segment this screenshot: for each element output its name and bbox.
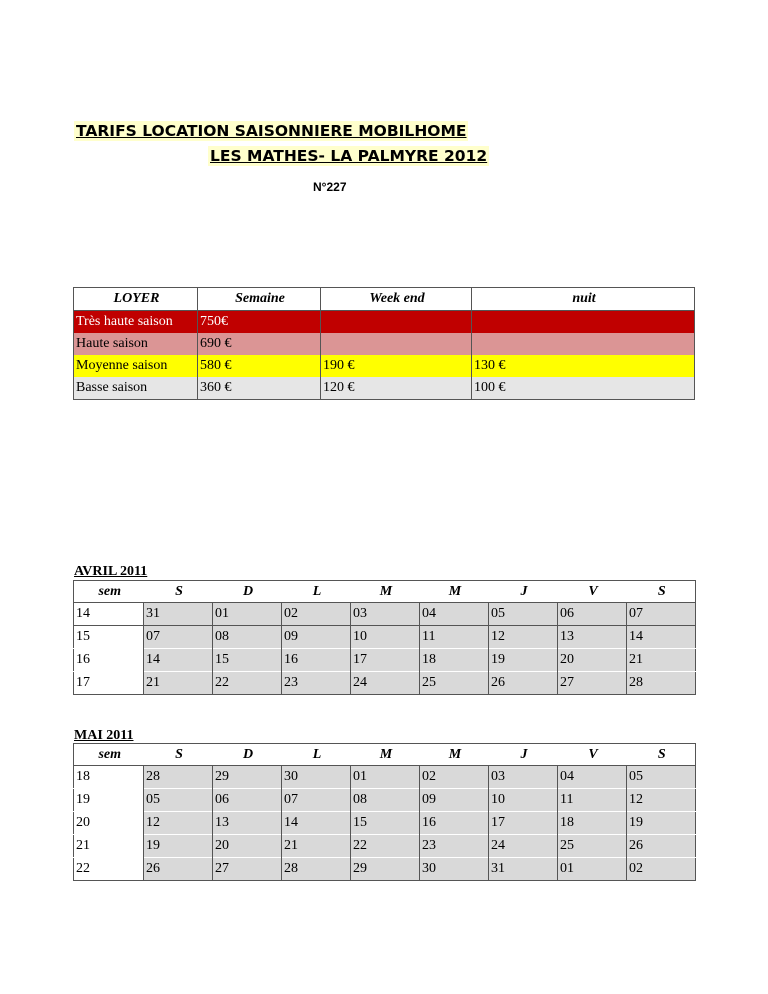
day-cell: 25 (558, 835, 627, 858)
day-cell: 26 (489, 672, 558, 695)
day-header: S (144, 744, 213, 766)
day-cell: 24 (489, 835, 558, 858)
day-cell: 26 (144, 858, 213, 881)
season-label: Basse saison (74, 377, 198, 400)
day-cell: 20 (558, 649, 627, 672)
season-label: Très haute saison (74, 311, 198, 334)
rent-table (73, 287, 695, 400)
day-cell: 29 (213, 766, 282, 789)
week-price: 750€ (198, 311, 321, 334)
day-cell: 05 (489, 603, 558, 626)
day-cell: 05 (144, 789, 213, 812)
day-cell: 31 (489, 858, 558, 881)
day-cell: 18 (420, 649, 489, 672)
calendar-week-row (74, 603, 696, 626)
day-cell: 15 (351, 812, 420, 835)
day-cell: 10 (489, 789, 558, 812)
day-cell: 02 (420, 766, 489, 789)
calendar-avril (73, 580, 696, 695)
day-header: M (351, 581, 420, 603)
day-cell: 21 (282, 835, 351, 858)
day-cell: 22 (213, 672, 282, 695)
day-header: V (558, 581, 627, 603)
day-header: J (489, 744, 558, 766)
day-cell: 03 (489, 766, 558, 789)
day-cell: 01 (351, 766, 420, 789)
day-cell: 04 (558, 766, 627, 789)
day-cell: 28 (144, 766, 213, 789)
day-cell: 16 (282, 649, 351, 672)
week-number-cell: 15 (74, 626, 144, 649)
day-cell: 27 (558, 672, 627, 695)
weekend-price: 190 € (321, 355, 472, 377)
day-cell: 12 (144, 812, 213, 835)
day-header: M (420, 581, 489, 603)
week-number-cell: 20 (74, 812, 144, 835)
day-header: M (420, 744, 489, 766)
day-cell: 28 (282, 858, 351, 881)
rent-row-haute-saison (74, 333, 695, 355)
day-cell: 26 (627, 835, 696, 858)
day-cell: 01 (558, 858, 627, 881)
night-price: 130 € (472, 355, 695, 377)
day-cell: 17 (489, 812, 558, 835)
day-cell: 30 (282, 766, 351, 789)
night-price: 100 € (472, 377, 695, 400)
day-cell: 30 (420, 858, 489, 881)
day-cell: 14 (282, 812, 351, 835)
week-number-cell: 18 (74, 766, 144, 789)
day-cell: 02 (282, 603, 351, 626)
day-cell: 01 (213, 603, 282, 626)
day-cell: 19 (627, 812, 696, 835)
weekend-price: 120 € (321, 377, 472, 400)
calendar-week-row (74, 766, 696, 789)
day-cell: 07 (282, 789, 351, 812)
day-header: S (144, 581, 213, 603)
day-cell: 11 (558, 789, 627, 812)
day-header: D (213, 581, 282, 603)
page-title: TARIFS LOCATION SAISONNIERE MOBILHOME (76, 122, 467, 140)
day-cell: 25 (420, 672, 489, 695)
week-number-header: sem (74, 744, 144, 766)
calendar-header-row (74, 581, 696, 603)
week-number-cell: 17 (74, 672, 144, 695)
day-cell: 24 (351, 672, 420, 695)
listing-number: N°227 (313, 180, 347, 194)
day-cell: 13 (213, 812, 282, 835)
calendar-week-row (74, 812, 696, 835)
day-cell: 19 (144, 835, 213, 858)
day-header: S (627, 581, 696, 603)
day-cell: 21 (627, 649, 696, 672)
day-cell: 03 (351, 603, 420, 626)
day-cell: 20 (213, 835, 282, 858)
calendar-header-row (74, 744, 696, 766)
week-number-cell: 14 (74, 603, 144, 626)
day-header: V (558, 744, 627, 766)
week-number-cell: 21 (74, 835, 144, 858)
calendar-week-row (74, 835, 696, 858)
header-nuit: nuit (472, 288, 695, 311)
header-week-end: Week end (321, 288, 472, 311)
week-number-header: sem (74, 581, 144, 603)
rent-row-basse-saison (74, 377, 695, 400)
day-cell: 19 (489, 649, 558, 672)
calendar-week-row (74, 789, 696, 812)
day-header: M (351, 744, 420, 766)
week-number-cell: 22 (74, 858, 144, 881)
day-cell: 09 (282, 626, 351, 649)
day-header: S (627, 744, 696, 766)
week-price: 690 € (198, 333, 321, 355)
season-label: Moyenne saison (74, 355, 198, 377)
week-number-cell: 16 (74, 649, 144, 672)
day-cell: 08 (213, 626, 282, 649)
header-loyer: LOYER (74, 288, 198, 311)
day-cell: 08 (351, 789, 420, 812)
night-price (472, 311, 695, 334)
calendar-mai (73, 743, 696, 881)
calendar-week-row (74, 626, 696, 649)
day-cell: 13 (558, 626, 627, 649)
day-cell: 05 (627, 766, 696, 789)
day-cell: 02 (627, 858, 696, 881)
calendar-title-mai: MAI 2011 (74, 728, 134, 743)
day-cell: 07 (144, 626, 213, 649)
day-cell: 11 (420, 626, 489, 649)
day-cell: 23 (282, 672, 351, 695)
day-cell: 29 (351, 858, 420, 881)
night-price (472, 333, 695, 355)
day-cell: 06 (213, 789, 282, 812)
calendar-title-avril: AVRIL 2011 (74, 564, 148, 579)
day-cell: 21 (144, 672, 213, 695)
day-cell: 15 (213, 649, 282, 672)
day-cell: 12 (627, 789, 696, 812)
header-semaine: Semaine (198, 288, 321, 311)
day-cell: 22 (351, 835, 420, 858)
week-number-cell: 19 (74, 789, 144, 812)
day-cell: 16 (420, 812, 489, 835)
day-header: L (282, 744, 351, 766)
day-cell: 07 (627, 603, 696, 626)
calendar-week-row (74, 649, 696, 672)
day-cell: 09 (420, 789, 489, 812)
calendar-week-row (74, 858, 696, 881)
day-cell: 14 (144, 649, 213, 672)
day-cell: 23 (420, 835, 489, 858)
week-price: 580 € (198, 355, 321, 377)
day-cell: 14 (627, 626, 696, 649)
day-cell: 28 (627, 672, 696, 695)
day-cell: 27 (213, 858, 282, 881)
day-cell: 18 (558, 812, 627, 835)
day-cell: 17 (351, 649, 420, 672)
day-cell: 04 (420, 603, 489, 626)
weekend-price (321, 333, 472, 355)
rent-row-moyenne-saison (74, 355, 695, 377)
day-header: L (282, 581, 351, 603)
day-cell: 12 (489, 626, 558, 649)
day-cell: 10 (351, 626, 420, 649)
rent-table-header (74, 288, 695, 311)
weekend-price (321, 311, 472, 334)
calendar-week-row (74, 672, 696, 695)
day-cell: 06 (558, 603, 627, 626)
day-header: J (489, 581, 558, 603)
season-label: Haute saison (74, 333, 198, 355)
rent-row-tres-haute-saison (74, 311, 695, 334)
page-subtitle: LES MATHES- LA PALMYRE 2012 (210, 147, 488, 165)
week-price: 360 € (198, 377, 321, 400)
day-cell: 31 (144, 603, 213, 626)
day-header: D (213, 744, 282, 766)
